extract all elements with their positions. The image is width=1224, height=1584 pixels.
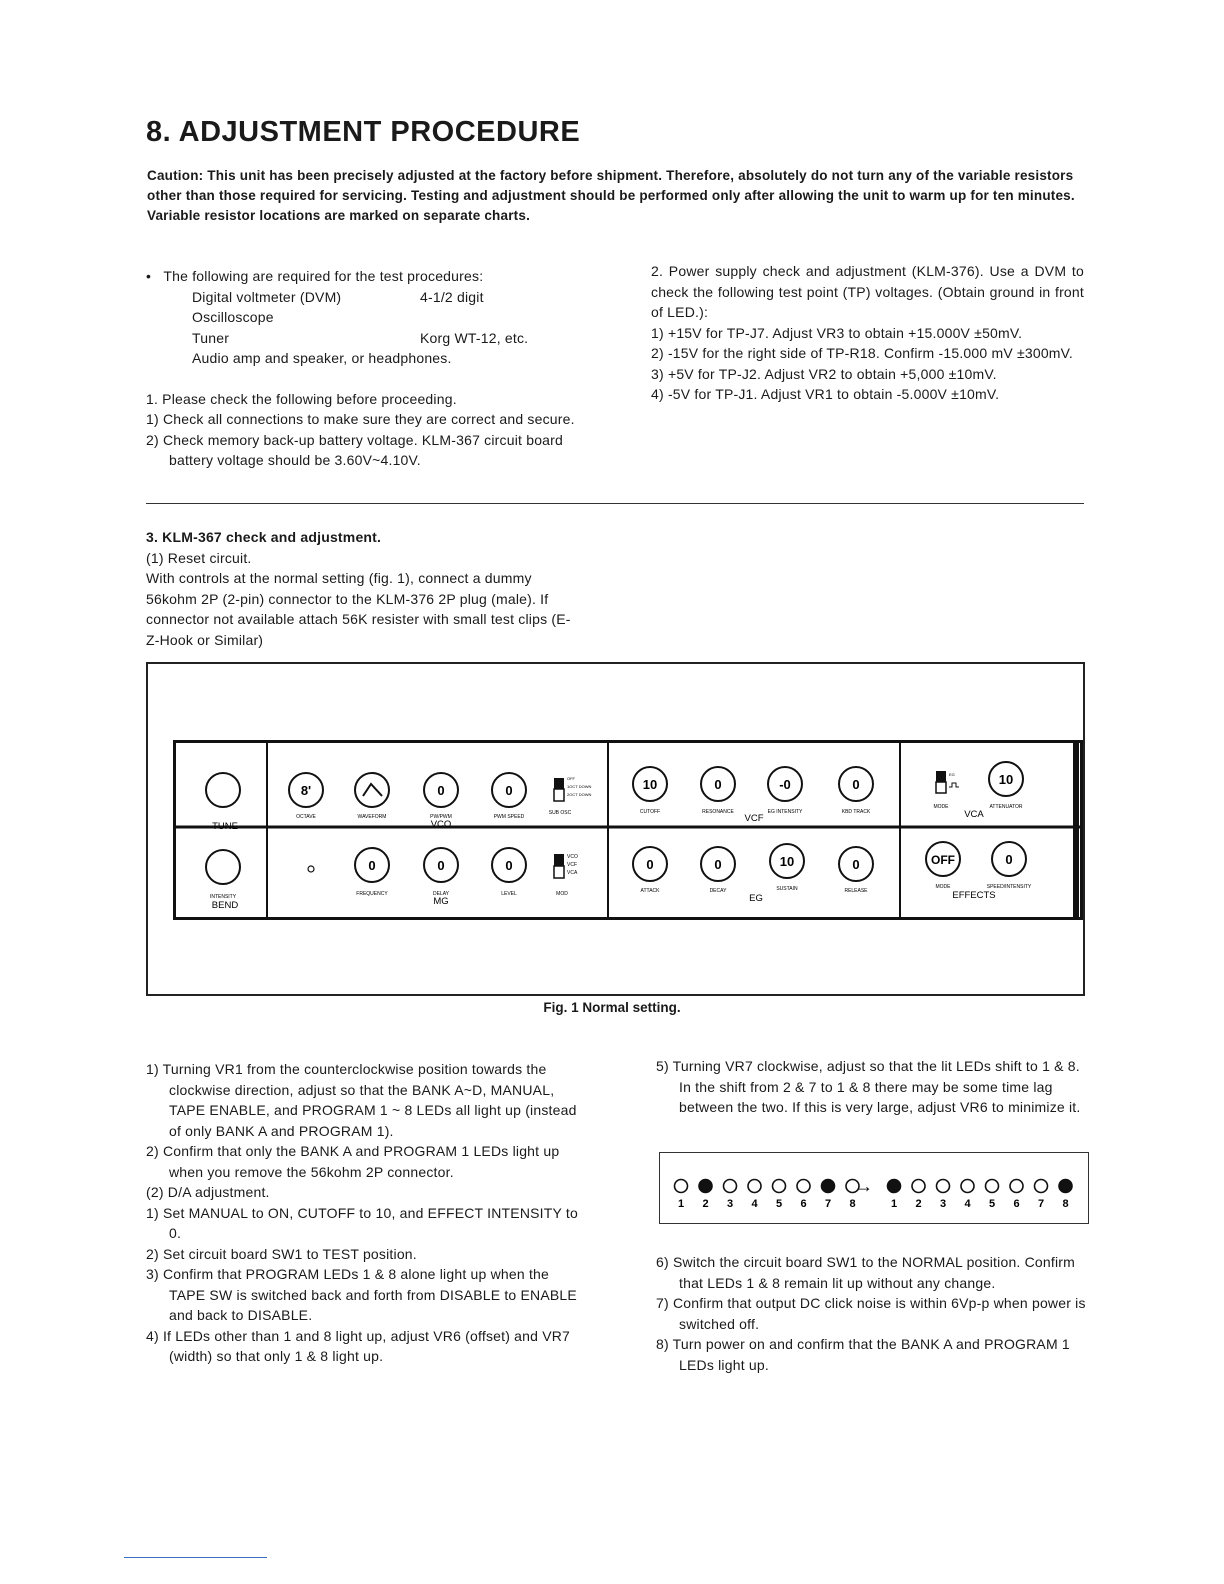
led-lit [1059, 1180, 1072, 1193]
mod-option: VCA [567, 870, 578, 876]
led-lit [822, 1180, 835, 1193]
right-upper-column [651, 261, 1084, 405]
decay-value: 0 [714, 857, 722, 872]
effects-speed-intensity-label: SPEED/INTENSITY [986, 884, 1032, 890]
requirement-item: Oscilloscope [192, 309, 274, 325]
led-unlit [797, 1180, 810, 1193]
led-unlit [1010, 1180, 1023, 1193]
resonance-label: RESONANCE [702, 809, 734, 815]
requirements-intro: • The following are required for the test procedures: [146, 268, 484, 284]
led-number: 7 [1037, 1198, 1045, 1210]
step-subheading: (2) D/A adjustment. [146, 1184, 270, 1200]
led-lit [699, 1180, 712, 1193]
led-row-after [888, 1180, 1073, 1211]
attenuator-label: ATTENUATOR [989, 804, 1023, 810]
led-unlit [724, 1180, 737, 1193]
section2-heading: 2. Power supply check and adjustment (KLM-376). Use a DVM to check the following test point (TP) voltages. (Obtain ground in front of LED.): [651, 263, 1084, 320]
mg-delay-value: 0 [437, 858, 445, 873]
waveform-label: WAVEFORM [357, 814, 387, 820]
mod-option: VCF [567, 862, 577, 868]
led-number: 5 [988, 1198, 996, 1210]
eg-section-label: EG [749, 893, 763, 904]
step-item: 2) Confirm that only the BANK A and PROGRAM 1 LEDs light up when you remove the 56kohm 2P connector. [146, 1143, 560, 1180]
attack-label: ATTACK [640, 888, 660, 894]
vco-section-label: VCO [430, 819, 452, 830]
sub-osc-option: 1OCT DOWN [567, 784, 592, 789]
release-value: 0 [852, 857, 860, 872]
effects-speed-intensity-value: 0 [1005, 852, 1013, 867]
step-item: 5) Turning VR7 clockwise, adjust so that the lit LEDs shift to 1 & 8. In the shift from 2 & 7 to 1 & 8 there may be some time lag between the two. If this is very large, adjust VR6 to minimize it. [656, 1058, 1081, 1115]
release-label: RELEASE [844, 888, 868, 894]
requirement-item: Digital voltmeter (DVM) 4-1/2 digit [192, 288, 484, 305]
led-unlit [937, 1180, 950, 1193]
cutoff-value: 10 [642, 777, 658, 792]
section3-heading: 3. KLM-367 check and adjustment. [146, 529, 382, 545]
effects-mode-value: OFF [931, 853, 955, 867]
vca-mode-switch-top[interactable] [936, 771, 946, 782]
mg-section-label: MG [433, 896, 449, 907]
pw-pwm-label: PW/PWM [430, 814, 452, 820]
led-unlit [773, 1180, 786, 1193]
pw-pwm-value: 0 [437, 783, 445, 798]
mg-frequency-label: FREQUENCY [356, 891, 388, 897]
led-number: 2 [915, 1198, 922, 1210]
cutoff-label: CUTOFF [639, 809, 661, 815]
eg-intensity-label: EG INTENSITY [767, 809, 803, 815]
section2-item: 4) -5V for TP-J1. Adjust VR1 to obtain -5.000V ±10mV. [651, 386, 1000, 402]
lower-right-steps-a [656, 1056, 1089, 1118]
divider [146, 503, 1084, 504]
led-unlit [1035, 1180, 1048, 1193]
step-item: 7) Confirm that output DC click noise is within 6Vp-p when power is switched off. [656, 1295, 1086, 1332]
bend-intensity-label: INTENSITY [209, 894, 237, 900]
led-number: 5 [775, 1198, 783, 1210]
effects-section-label: EFFECTS [952, 890, 996, 901]
tune-label: TUNE [212, 821, 238, 832]
step-item: 1) Set MANUAL to ON, CUTOFF to 10, and EFFECT INTENSITY to 0. [146, 1204, 578, 1241]
mg-delay-label: DELAY [432, 891, 450, 897]
led-number: 4 [751, 1198, 758, 1210]
kbd-track-value: 0 [852, 777, 860, 792]
sub-osc-label: SUB OSC [548, 810, 572, 816]
vcf-section-label: VCF [744, 813, 764, 824]
octave-value: 8' [300, 783, 312, 798]
octave-label: OCTAVE [296, 814, 316, 820]
section3 [146, 527, 581, 650]
led-unlit [912, 1180, 925, 1193]
led-shift-diagram [661, 1154, 1087, 1222]
lower-left-steps [146, 1059, 581, 1367]
vca-mode-option: EG [949, 772, 955, 777]
vca-section-label: VCA [964, 809, 984, 820]
led-lit [888, 1180, 901, 1193]
requirement-item: Audio amp and speaker, or headphones. [192, 350, 452, 366]
figure-caption: Fig. 1 Normal setting. [543, 1000, 681, 1015]
led-number: 4 [964, 1198, 971, 1210]
led-number: 6 [1013, 1198, 1020, 1210]
requirements-list [146, 287, 581, 369]
effects-mode-label: MODE [935, 884, 951, 890]
led-number: 8 [849, 1198, 856, 1210]
led-number: 2 [702, 1198, 709, 1210]
section3-text: With controls at the normal setting (fig. 1), connect a dummy 56kohm 2P (2-pin) connector to the KLM-376 2P plug (male). If connector not available attach 56K resister with small test clips (E-Z-Hook or Similar) [146, 570, 571, 648]
led-unlit [961, 1180, 974, 1193]
kbd-track-label: KBD TRACK [841, 809, 871, 815]
page-title: 8. ADJUSTMENT PROCEDURE [146, 116, 581, 148]
led-number: 1 [677, 1198, 685, 1210]
sub-osc-option: 2OCT DOWN [567, 792, 592, 797]
sub-osc-option: OFF [567, 776, 575, 781]
led-unlit [986, 1180, 999, 1193]
mod-label: MOD [556, 891, 568, 897]
section1-item: 2) Check memory back-up battery voltage. KLM-367 circuit board battery voltage should be 3.60V~4.10V. [146, 431, 564, 468]
sustain-value: 10 [779, 854, 795, 869]
requirement-item: Tuner Korg WT-12, etc. [192, 329, 529, 346]
led-number: 3 [939, 1198, 947, 1210]
led-unlit [748, 1180, 761, 1193]
footer-line [124, 1557, 267, 1558]
pwm-speed-value: 0 [505, 783, 513, 798]
mod-switch-top[interactable] [554, 854, 564, 866]
front-panel-diagram [173, 740, 1083, 920]
attack-value: 0 [646, 857, 654, 872]
step-item: 6) Switch the circuit board SW1 to the NORMAL position. Confirm that LEDs 1 & 8 remain lit up without any change. [656, 1254, 1076, 1291]
shift-arrow-icon: → [855, 1176, 873, 1196]
caution-paragraph: Caution: This unit has been precisely adjusted at the factory before shipment. Therefore, absolutely do not turn any of the variable resistors other than those required for servicing. Testing and adjustment should be performed only after allowing the unit to warm up for ten minutes. Variable resistor locations are marked on separate charts. [147, 168, 1075, 223]
led-number: 1 [890, 1198, 898, 1210]
left-upper-column [146, 266, 581, 471]
section1-heading: 1. Please check the following before proceeding. [146, 390, 457, 407]
sustain-label: SUSTAIN [776, 886, 798, 892]
panel-outline [174, 741, 1082, 919]
led-number: 7 [824, 1198, 832, 1210]
led-number: 3 [726, 1198, 734, 1210]
step-item: 1) Turning VR1 from the counterclockwise position towards the clockwise direction, adjust so that the BANK A~D, MANUAL, TAPE ENABLE, and PROGRAM 1 ~ 8 LEDs all light up (instead of only BANK A and PROGRAM 1). [146, 1061, 577, 1139]
section1-item: 1) Check all connections to make sure they are correct and secure. [146, 411, 575, 427]
led-number: 8 [1062, 1198, 1069, 1210]
mg-level-value: 0 [505, 858, 513, 873]
decay-label: DECAY [709, 888, 727, 894]
attenuator-value: 10 [998, 772, 1014, 787]
mg-level-label: LEVEL [501, 891, 517, 897]
eg-intensity-value: -0 [779, 777, 791, 792]
mod-option: VCO [567, 854, 578, 860]
pwm-speed-label: PWM SPEED [493, 814, 525, 820]
led-unlit [675, 1180, 688, 1193]
section2-item: 1) +15V for TP-J7. Adjust VR3 to obtain +15.000V ±50mV. [651, 324, 1023, 341]
section3-sub: (1) Reset circuit. [146, 549, 252, 566]
mg-frequency-value: 0 [368, 858, 376, 873]
sub-osc-switch-top[interactable] [554, 778, 564, 789]
step-item: 8) Turn power on and confirm that the BANK A and PROGRAM 1 LEDs light up. [656, 1336, 1070, 1373]
section2-item: 2) -15V for the right side of TP-R18. Confirm -15.000 mV ±300mV. [651, 345, 1074, 361]
led-row-before [675, 1180, 860, 1211]
resonance-value: 0 [714, 777, 722, 792]
led-number: 6 [800, 1198, 807, 1210]
section2-item: 3) +5V for TP-J2. Adjust VR2 to obtain +5,000 ±10mV. [651, 365, 997, 382]
step-item: 3) Confirm that PROGRAM LEDs 1 & 8 alone light up when the TAPE SW is switched back and forth from DISABLE to ENABLE and back to DISABLE. [146, 1266, 577, 1323]
bend-label: BEND [211, 900, 239, 911]
step-item: 2) Set circuit board SW1 to TEST position. [146, 1245, 417, 1262]
vca-mode-label: MODE [933, 804, 949, 810]
step-item: 4) If LEDs other than 1 and 8 light up, adjust VR6 (offset) and VR7 (width) so that only 1 & 8 light up. [146, 1327, 571, 1364]
lower-right-steps-b [656, 1252, 1089, 1375]
